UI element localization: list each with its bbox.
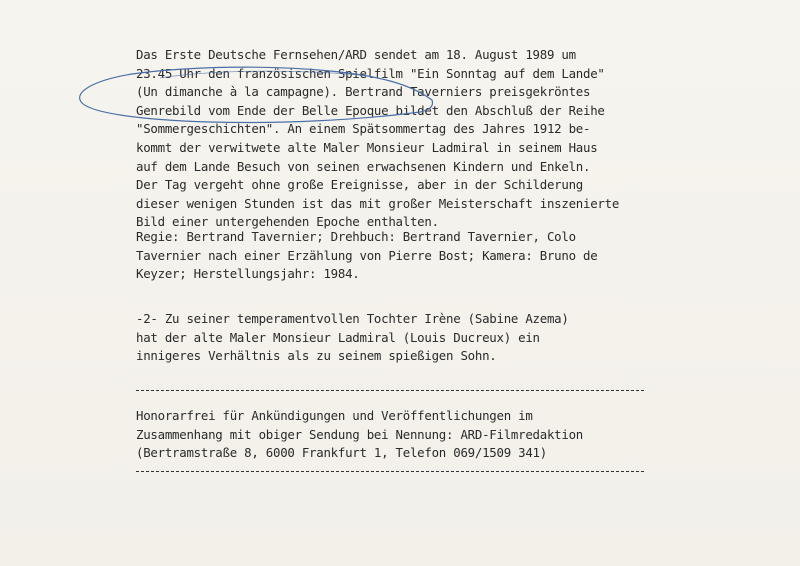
text-line: Der Tag vergeht ohne große Ereignisse, aber in der Schilderung <box>136 177 584 193</box>
dashed-divider-top <box>136 390 644 391</box>
text-line: Tavernier nach einer Erzählung von Pierre Bost; Kamera: Bruno de <box>136 247 598 263</box>
text-line: "Sommergeschichten". An einem Spätsommertag des Jahres 1912 be- <box>136 121 591 137</box>
text-line: Bild einer untergehenden Epoche enthalten. <box>136 214 439 230</box>
paragraph-usage-notice <box>136 407 583 463</box>
text-line: -2- Zu seiner temperamentvollen Tochter Irène (Sabine Azema) <box>136 311 569 326</box>
text-line: Regie: Bertrand Tavernier; Drehbuch: Bertrand Tavernier, Colo <box>136 229 576 244</box>
text-line: (Un dimanche à la campagne). Bertrand Taverniers preisgekröntes <box>136 84 591 100</box>
paragraph-broadcast-description <box>136 46 619 232</box>
dashed-divider-bottom <box>136 471 644 472</box>
text-line: Genrebild vom Ende der Belle Epoque bildet den Abschluß der Reihe <box>136 102 605 118</box>
text-line: innigeres Verhältnis als zu seinem spießigen Sohn. <box>136 348 497 364</box>
text-line: 23.45 Uhr den französischen Spielfilm "Ein Sonntag auf dem Lande" <box>136 65 605 81</box>
paragraph-credits <box>136 228 597 284</box>
paragraph-photo-caption <box>136 310 569 366</box>
text-line: dieser wenigen Stunden ist das mit großer Meisterschaft inszenierte <box>136 195 620 211</box>
text-line: Honorarfrei für Ankündigungen und Veröffentlichungen im <box>136 408 533 423</box>
text-line: hat der alte Maler Monsieur Ladmiral (Louis Ducreux) ein <box>136 329 540 345</box>
text-line: auf dem Lande Besuch von seinen erwachsenen Kindern und Enkeln. <box>136 158 591 174</box>
text-line: kommt der verwitwete alte Maler Monsieur Ladmiral in seinem Haus <box>136 139 598 155</box>
text-line: Das Erste Deutsche Fernsehen/ARD sendet am 18. August 1989 um <box>136 47 576 62</box>
text-line: Keyzer; Herstellungsjahr: 1984. <box>136 266 360 282</box>
text-line: Zusammenhang mit obiger Sendung bei Nennung: ARD-Filmredaktion <box>136 426 584 442</box>
text-line: (Bertramstraße 8, 6000 Frankfurt 1, Telefon 069/1509 341) <box>136 445 547 461</box>
